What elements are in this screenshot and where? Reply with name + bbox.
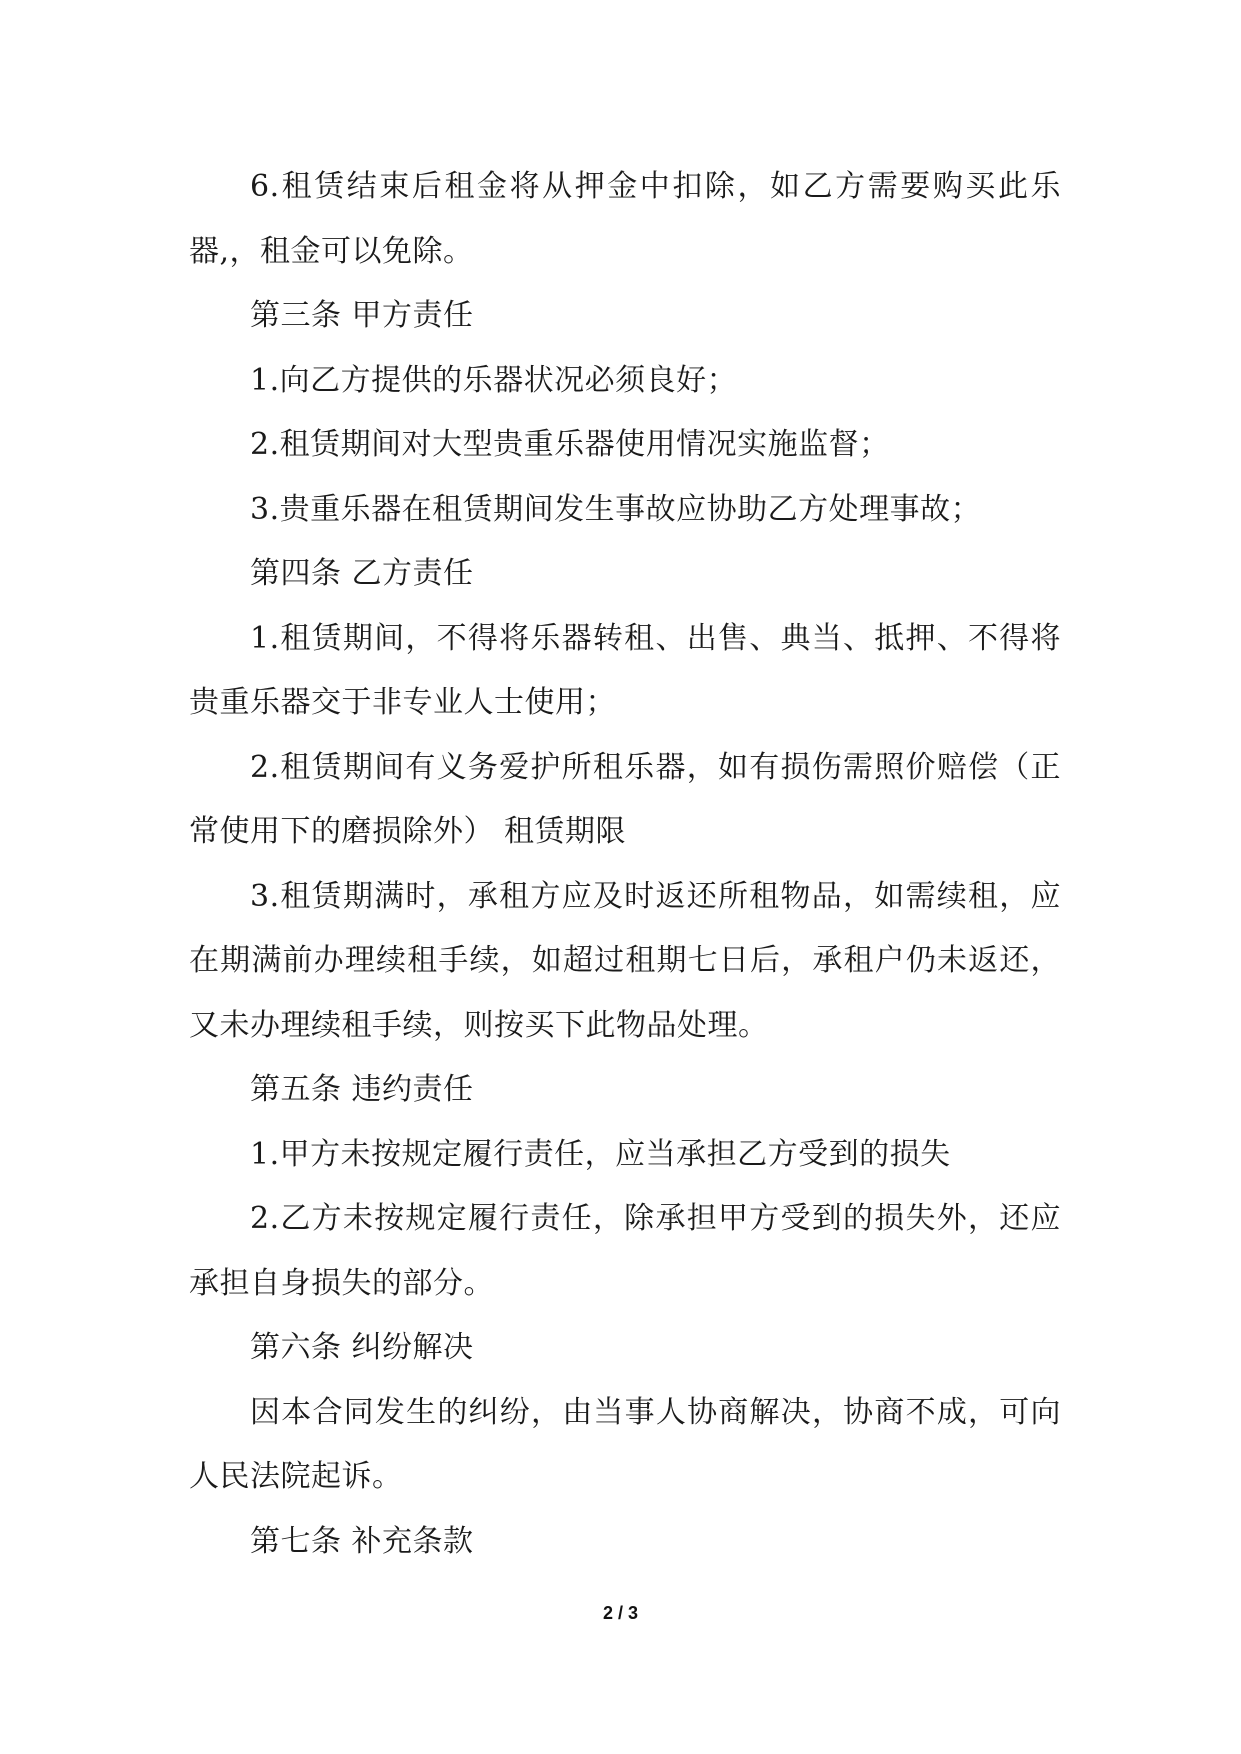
document-body — [189, 155, 1061, 1574]
paragraph-party-b-duty-3: 3.租赁期满时，承租方应及时返还所租物品，如需续租，应在期满前办理续租手续，如超过租期七日后，承租户仍未返还，又未办理续租手续，则按买下此物品处理。 — [189, 878, 1061, 1043]
page-number: 2 / 3 — [602, 1603, 639, 1623]
paragraph-rent-deduction: 6.租赁结束后租金将从押金中扣除，如乙方需要购买此乐器,，租金可以免除。 — [189, 169, 1061, 269]
paragraph-breach-1: 1.甲方未按规定履行责任，应当承担乙方受到的损失 — [250, 1136, 951, 1172]
paragraph-party-a-duty-2: 2.租赁期间对大型贵重乐器使用情况实施监督； — [250, 427, 890, 462]
paragraph-party-a-duty-3: 3.贵重乐器在租赁期间发生事故应协助乙方处理事故； — [250, 491, 982, 527]
paragraph-party-b-duty-1: 1.租赁期间，不得将乐器转租、出售、典当、抵押、不得将贵重乐器交于非专业人士使用； — [189, 620, 1061, 720]
heading-article-5: 第五条 违约责任 — [250, 1072, 474, 1107]
heading-article-6: 第六条 纠纷解决 — [250, 1330, 474, 1365]
paragraph-party-b-duty-2: 2.租赁期间有义务爱护所租乐器，如有损伤需照价赔偿（正常使用下的磨损除外） 租赁期限 — [189, 749, 1061, 849]
heading-article-3: 第三条 甲方责任 — [250, 298, 474, 333]
heading-article-7: 第七条 补充条款 — [250, 1523, 474, 1559]
paragraph-breach-2: 2.乙方未按规定履行责任，除承担甲方受到的损失外，还应承担自身损失的部分。 — [189, 1201, 1061, 1301]
paragraph-dispute-resolution: 因本合同发生的纠纷，由当事人协商解决，协商不成，可向人民法院起诉。 — [189, 1394, 1061, 1494]
paragraph-party-a-duty-1: 1.向乙方提供的乐器状况必须良好； — [250, 362, 738, 398]
heading-article-4: 第四条 乙方责任 — [250, 556, 474, 591]
